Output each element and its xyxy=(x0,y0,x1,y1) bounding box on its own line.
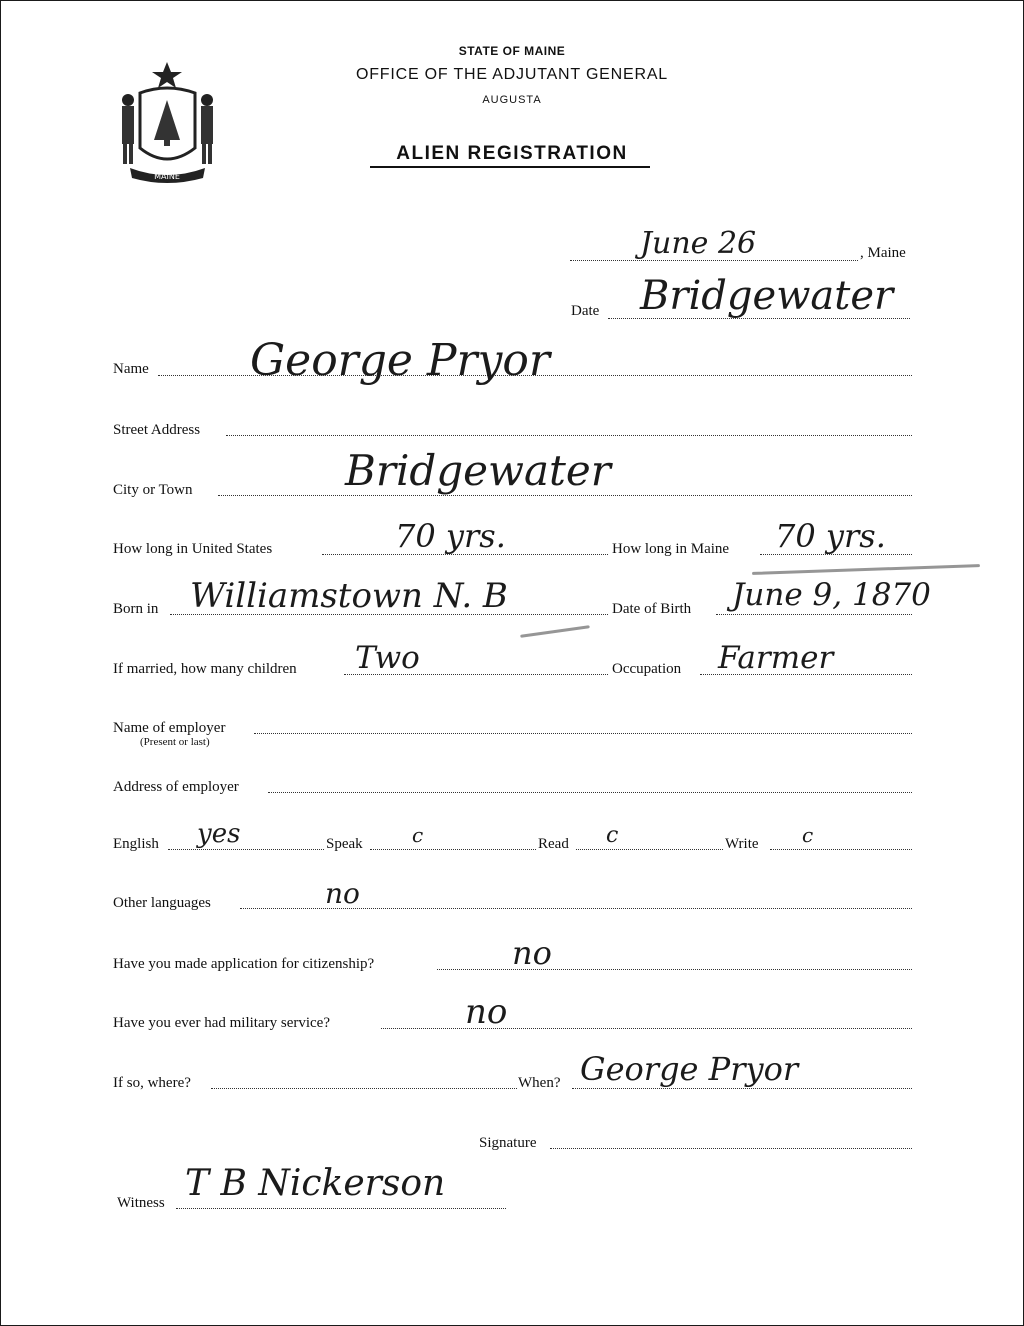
read-dots xyxy=(576,849,723,850)
how-long-maine-label: How long in Maine xyxy=(612,541,730,557)
speak-label: Speak xyxy=(326,836,363,852)
write-label: Write xyxy=(725,836,759,852)
speak-dots xyxy=(370,849,536,850)
military-dots xyxy=(381,1028,912,1029)
english-label: English xyxy=(113,836,159,852)
maine-label: , Maine xyxy=(860,245,906,261)
read-value: c xyxy=(606,823,619,848)
when-label: When? xyxy=(518,1075,561,1091)
form-title: ALIEN REGISTRATION xyxy=(396,143,628,164)
occupation-value: Farmer xyxy=(718,640,834,676)
street-label: Street Address xyxy=(113,422,201,438)
city-value: Bridgewater xyxy=(345,446,611,495)
employer-address-label: Address of employer xyxy=(113,779,239,795)
other-languages-label: Other languages xyxy=(113,895,211,911)
occupation-label: Occupation xyxy=(612,661,682,677)
signature-dots xyxy=(550,1148,912,1149)
dob-value: June 9, 1870 xyxy=(732,577,931,613)
military-value: no xyxy=(465,992,508,1032)
when-dots xyxy=(572,1088,912,1089)
date-value: June 26 xyxy=(640,226,757,261)
how-long-us-value: 70 yrs. xyxy=(395,517,506,555)
where-label: If so, where? xyxy=(113,1075,191,1091)
how-long-us-label: How long in United States xyxy=(113,541,273,557)
witness-label: Witness xyxy=(117,1195,165,1211)
dob-dots xyxy=(716,614,912,615)
write-dots xyxy=(770,849,912,850)
signature-label: Signature xyxy=(479,1135,537,1151)
citizenship-value: no xyxy=(512,934,552,972)
how-long-maine-value: 70 yrs. xyxy=(775,517,886,555)
employer-address-dots xyxy=(268,792,912,793)
date-place-value: Bridgewater xyxy=(640,273,894,319)
where-dots xyxy=(211,1088,517,1089)
military-label: Have you ever had military service? xyxy=(113,1015,330,1031)
employer-label: Name of employer xyxy=(113,720,226,736)
write-value: c xyxy=(802,823,814,847)
name-label: Name xyxy=(113,361,149,377)
children-value: Two xyxy=(355,640,420,676)
title-underline xyxy=(370,166,650,168)
employer-dots xyxy=(254,733,912,734)
children-label: If married, how many children xyxy=(113,661,297,677)
header-city: AUGUSTA xyxy=(482,94,542,106)
citizenship-dots xyxy=(437,969,912,970)
born-in-label: Born in xyxy=(113,601,159,617)
city-dots xyxy=(218,495,912,496)
english-value: yes xyxy=(197,819,241,849)
header-state: STATE OF MAINE xyxy=(458,44,566,58)
english-dots xyxy=(168,849,324,850)
name-value: George Pryor xyxy=(250,335,550,386)
employer-note: (Present or last) xyxy=(140,736,210,748)
date-label: Date xyxy=(571,303,600,319)
read-label: Read xyxy=(538,836,569,852)
other-languages-value: no xyxy=(325,877,360,910)
citizenship-label: Have you made application for citizenship? xyxy=(113,956,375,972)
witness-value: T B Nickerson xyxy=(185,1163,446,1204)
city-label: City or Town xyxy=(113,482,193,498)
dob-label: Date of Birth xyxy=(612,601,692,617)
born-in-value: Williamstown N. B xyxy=(190,576,508,616)
street-dots xyxy=(226,435,912,436)
header-office: OFFICE OF THE ADJUTANT GENERAL xyxy=(355,66,669,83)
signature-value: George Pryor xyxy=(580,1050,799,1088)
seal-banner-text: MAINE xyxy=(154,172,180,181)
witness-dots xyxy=(176,1208,506,1209)
speak-value: c xyxy=(412,823,424,847)
